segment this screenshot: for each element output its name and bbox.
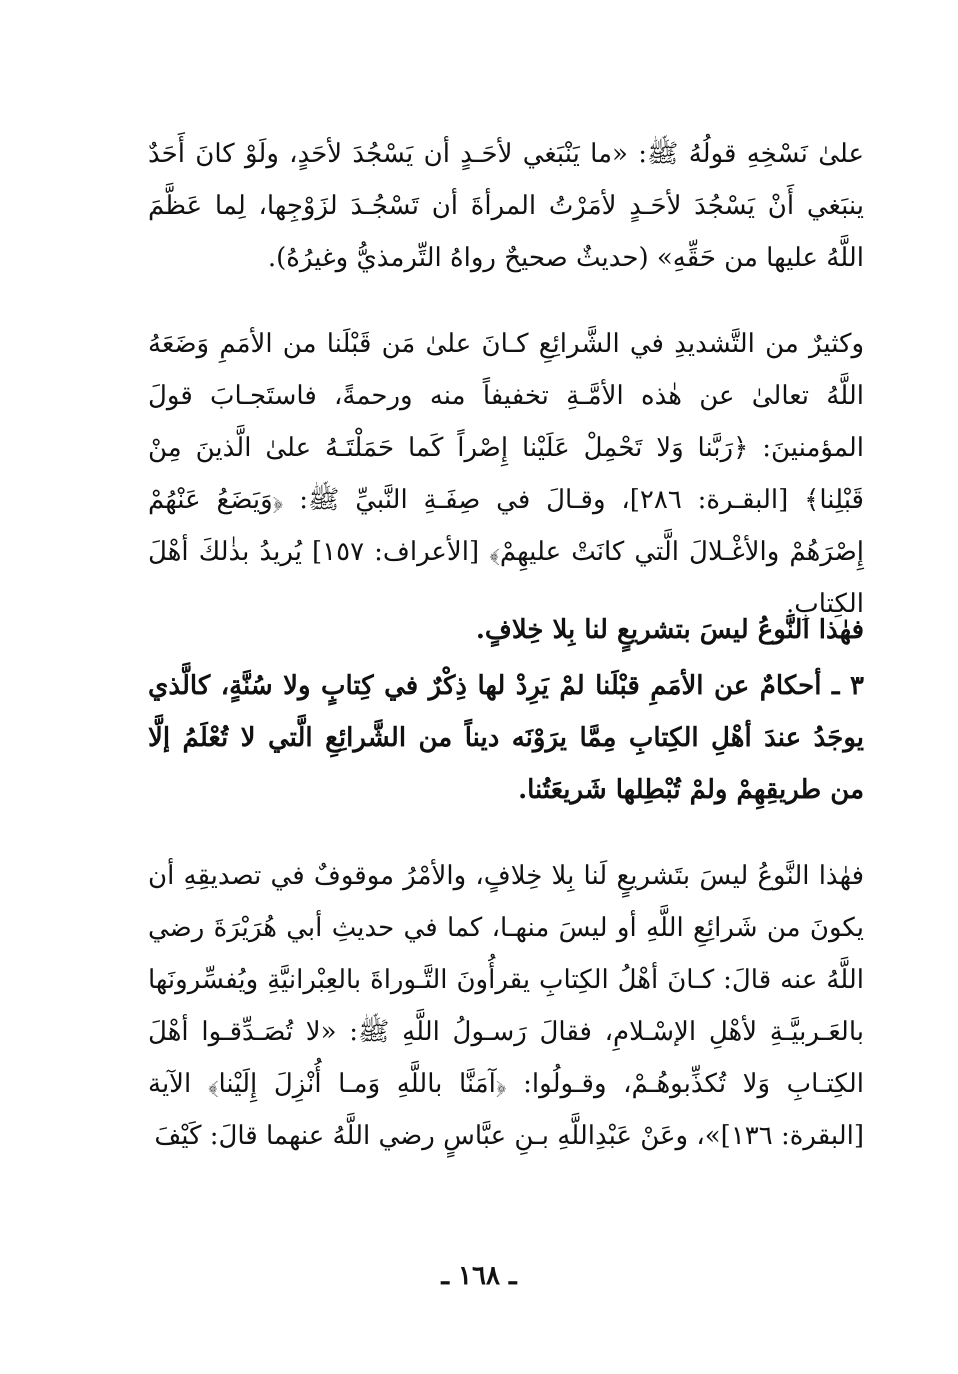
paragraph-section-3: ٣ ـ أحكامٌ عن الأمَمِ قبْلَنا لمْ يَرِدْ لها ذِكْرٌ في كِتابٍ ولا سُنَّةٍ، كالَّذي يوجَدُ عندَ أهْلِ الكِتابِ مِمَّا يرَوْنَه ديناً من الشَّرائِعِ الَّتي لا تُعْلَمُ إلَّا من طريقِهِمْ ولمْ تُبْطِلها شَريعَتُنا. [148,671,864,805]
text-block-5 [148,850,864,1162]
text-block-1 [148,128,864,284]
text-block-2 [148,318,864,630]
paragraph-conclusion-2: فهٰذا النَّوعُ ليسَ بتَشريعٍ لَنا بِلا خِلافٍ، والأمْرُ موقوفٌ في تصديقِهِ أن يكونَ من شَرائِعِ اللَّهِ أو ليسَ منهـا، كما في حديثِ أبي هُرَيْرَةَ رضي اللَّهُ عنه قالَ: كـانَ أهْلُ الكِتابِ يقرأُونَ التَّـوراةَ بالعِبْرانيَّةِ ويُفسِّرونَها بالعَـربيَّـةِ لأهْلِ الإسْـلامِ، فقالَ رَسـولُ اللَّهِ ﷺ: «لا تُصَـدِّقـوا أهْلَ الكِتـابِ وَلا تُكذِّبوهُـمْ، وقـولُوا: ﴿آمَنَّا باللَّهِ وَمـا أُنْزِلَ إِلَيْنا﴾ الآية [البقرة: ١٣٦]»، وعَنْ عَبْدِاللَّهِ بـنِ عبَّاسٍ رضي اللَّهُ عنهما قالَ: كَيْفَ [148,861,864,1151]
paragraph-strictness-in-laws: وكثيرٌ من التَّشديدِ في الشَّرائِعِ كـانَ علىٰ مَن قَبْلَنا من الأمَمِ وَضَعَهُ اللَّهُ تعالىٰ عن هٰذه الأمَّـةِ تخفيفاً منه ورحمةً، فاستَجـابَ قولَ المؤمنينَ: ﴿رَبَّنا وَلا تَحْمِلْ عَلَيْنا إِصْراً كَما حَمَلْتَـهُ علىٰ الَّذينَ مِنْ قَبْلِنا﴾ [البقـرة: ٢٨٦]، وقـالَ في صِفَـةِ النَّبيِّ ﷺ: ﴿وَيَضَعُ عَنْهُمْ إِصْرَهُمْ والأغْـلالَ الَّتي كانَتْ عليهِمْ﴾ [الأعراف: ١٥٧] يُريدُ بذٰلكَ أهْلَ الكِتابِ. [148,329,865,619]
paragraph-conclusion-1: فهٰذا النَّوعُ ليسَ بتشريعٍ لنا بِلا خِلافٍ. [475,615,864,645]
page-number: ـ ١٦٨ ـ [441,1261,517,1291]
paragraph-hadith-prostration: علىٰ نَسْخِهِ قولُهُ ﷺ: «ما يَنْبَغي لأحَـدٍ أن يَسْجُدَ لأحَدٍ، ولَوْ كانَ أَحَدٌ ينبَغي أَنْ يَسْجُدَ لأحَـدٍ لأمَرْتُ المرأةَ أن تَسْجُـدَ لزَوْجِها، لِما عَظَّمَ اللَّهُ عليها من حَقِّهِ» (حديثٌ صحيحٌ رواهُ التِّرمذيُّ وغيرُهُ). [148,139,864,273]
text-block-3 [148,604,864,656]
text-block-4 [148,660,864,816]
